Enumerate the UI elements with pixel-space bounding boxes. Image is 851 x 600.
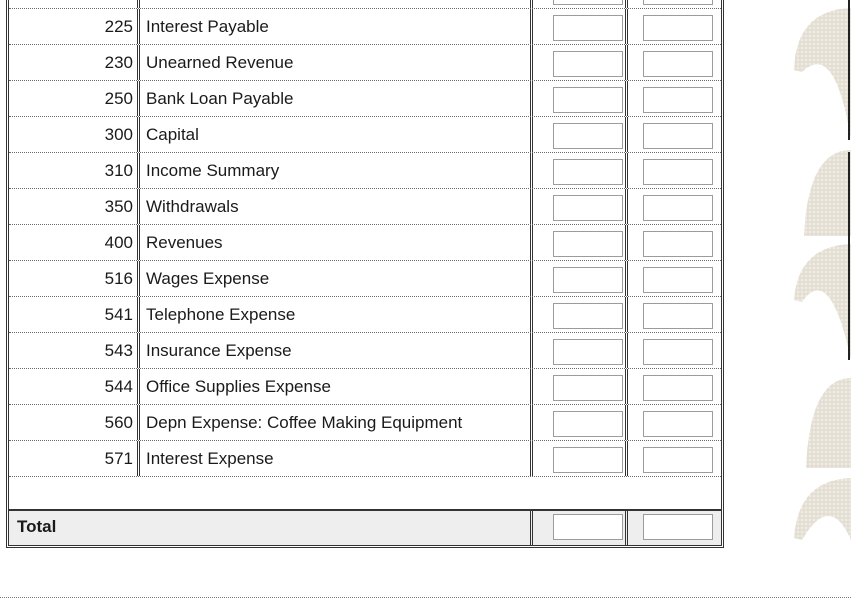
debit-input[interactable] xyxy=(553,303,623,329)
debit-cell xyxy=(533,369,628,404)
fabric-swatch-icon xyxy=(794,478,851,540)
debit-cell xyxy=(533,189,628,224)
account-number: 250 xyxy=(104,89,133,108)
credit-cell xyxy=(628,441,721,476)
account-name xyxy=(137,0,533,8)
account-row xyxy=(9,369,721,405)
account-row xyxy=(9,441,721,477)
account-number xyxy=(9,0,137,8)
account-number: 560 xyxy=(104,413,133,432)
bottom-divider xyxy=(0,597,851,598)
debit-input[interactable] xyxy=(553,339,623,365)
account-name: Revenues xyxy=(137,225,533,260)
debit-input[interactable] xyxy=(553,123,623,149)
credit-cell xyxy=(628,153,721,188)
debit-input[interactable] xyxy=(553,195,623,221)
total-debit-cell xyxy=(533,511,628,545)
credit-input[interactable] xyxy=(643,303,713,329)
account-number: 310 xyxy=(104,161,133,180)
credit-input[interactable] xyxy=(643,159,713,185)
credit-cell xyxy=(628,117,721,152)
account-row xyxy=(9,189,721,225)
account-row xyxy=(9,297,721,333)
debit-input[interactable] xyxy=(553,447,623,473)
credit-cell xyxy=(628,333,721,368)
credit-input[interactable] xyxy=(643,411,713,437)
debit-cell xyxy=(533,117,628,152)
account-number: 300 xyxy=(104,125,133,144)
account-name: Interest Expense xyxy=(137,441,533,476)
account-row xyxy=(9,9,721,45)
credit-input[interactable] xyxy=(643,51,713,77)
debit-input[interactable] xyxy=(553,159,623,185)
debit-input[interactable] xyxy=(553,51,623,77)
decorative-fabric-images xyxy=(790,0,851,545)
debit-cell xyxy=(533,333,628,368)
account-name: Wages Expense xyxy=(137,261,533,296)
fabric-swatch-icon xyxy=(794,8,851,140)
credit-cell xyxy=(628,189,721,224)
account-number: 225 xyxy=(104,17,133,36)
credit-cell xyxy=(628,45,721,80)
account-number: 350 xyxy=(104,197,133,216)
account-row xyxy=(9,333,721,369)
debit-cell xyxy=(533,405,628,440)
account-row xyxy=(9,405,721,441)
fabric-swatch-icon xyxy=(806,378,851,468)
debit-cell xyxy=(533,45,628,80)
account-name: Withdrawals xyxy=(137,189,533,224)
account-name: Depn Expense: Coffee Making Equipment xyxy=(137,405,533,440)
account-row xyxy=(9,225,721,261)
debit-cell xyxy=(533,225,628,260)
credit-cell xyxy=(628,297,721,332)
account-number: 571 xyxy=(104,449,133,468)
credit-cell xyxy=(628,81,721,116)
account-number: 544 xyxy=(104,377,133,396)
total-credit-input[interactable] xyxy=(643,514,713,540)
credit-input[interactable] xyxy=(643,15,713,41)
account-row xyxy=(9,45,721,81)
debit-input[interactable] xyxy=(553,0,623,5)
fabric-swatch-icon xyxy=(804,150,851,236)
credit-input[interactable] xyxy=(643,231,713,257)
account-row xyxy=(9,261,721,297)
trial-balance-table xyxy=(6,0,724,548)
debit-cell xyxy=(533,9,628,44)
account-row xyxy=(9,0,721,9)
total-row xyxy=(9,509,721,545)
credit-input[interactable] xyxy=(643,195,713,221)
debit-cell xyxy=(533,441,628,476)
debit-cell xyxy=(533,0,628,8)
account-name: Interest Payable xyxy=(137,9,533,44)
debit-input[interactable] xyxy=(553,411,623,437)
total-label: Total xyxy=(9,511,533,545)
debit-cell xyxy=(533,81,628,116)
credit-cell xyxy=(628,369,721,404)
account-number: 541 xyxy=(104,305,133,324)
credit-input[interactable] xyxy=(643,447,713,473)
account-number: 516 xyxy=(104,269,133,288)
credit-cell xyxy=(628,261,721,296)
credit-input[interactable] xyxy=(643,87,713,113)
account-number: 543 xyxy=(104,341,133,360)
account-name: Unearned Revenue xyxy=(137,45,533,80)
account-name: Bank Loan Payable xyxy=(137,81,533,116)
account-name: Telephone Expense xyxy=(137,297,533,332)
debit-input[interactable] xyxy=(553,231,623,257)
debit-input[interactable] xyxy=(553,15,623,41)
credit-input[interactable] xyxy=(643,267,713,293)
credit-input[interactable] xyxy=(643,123,713,149)
total-credit-cell xyxy=(628,511,721,545)
edge-divider xyxy=(848,0,850,140)
credit-cell xyxy=(628,0,721,8)
account-row xyxy=(9,153,721,189)
account-number: 230 xyxy=(104,53,133,72)
credit-input[interactable] xyxy=(643,0,713,5)
credit-input[interactable] xyxy=(643,375,713,401)
edge-divider xyxy=(848,152,850,360)
debit-cell xyxy=(533,261,628,296)
account-number: 400 xyxy=(104,233,133,252)
credit-input[interactable] xyxy=(643,339,713,365)
debit-cell xyxy=(533,153,628,188)
debit-input[interactable] xyxy=(553,375,623,401)
debit-cell xyxy=(533,297,628,332)
debit-input[interactable] xyxy=(553,87,623,113)
fabric-swatch-icon xyxy=(794,244,851,360)
total-debit-input[interactable] xyxy=(553,514,623,540)
credit-cell xyxy=(628,9,721,44)
account-row xyxy=(9,81,721,117)
account-name: Insurance Expense xyxy=(137,333,533,368)
account-name: Income Summary xyxy=(137,153,533,188)
account-name: Capital xyxy=(137,117,533,152)
account-name: Office Supplies Expense xyxy=(137,369,533,404)
debit-input[interactable] xyxy=(553,267,623,293)
account-row xyxy=(9,117,721,153)
credit-cell xyxy=(628,405,721,440)
credit-cell xyxy=(628,225,721,260)
